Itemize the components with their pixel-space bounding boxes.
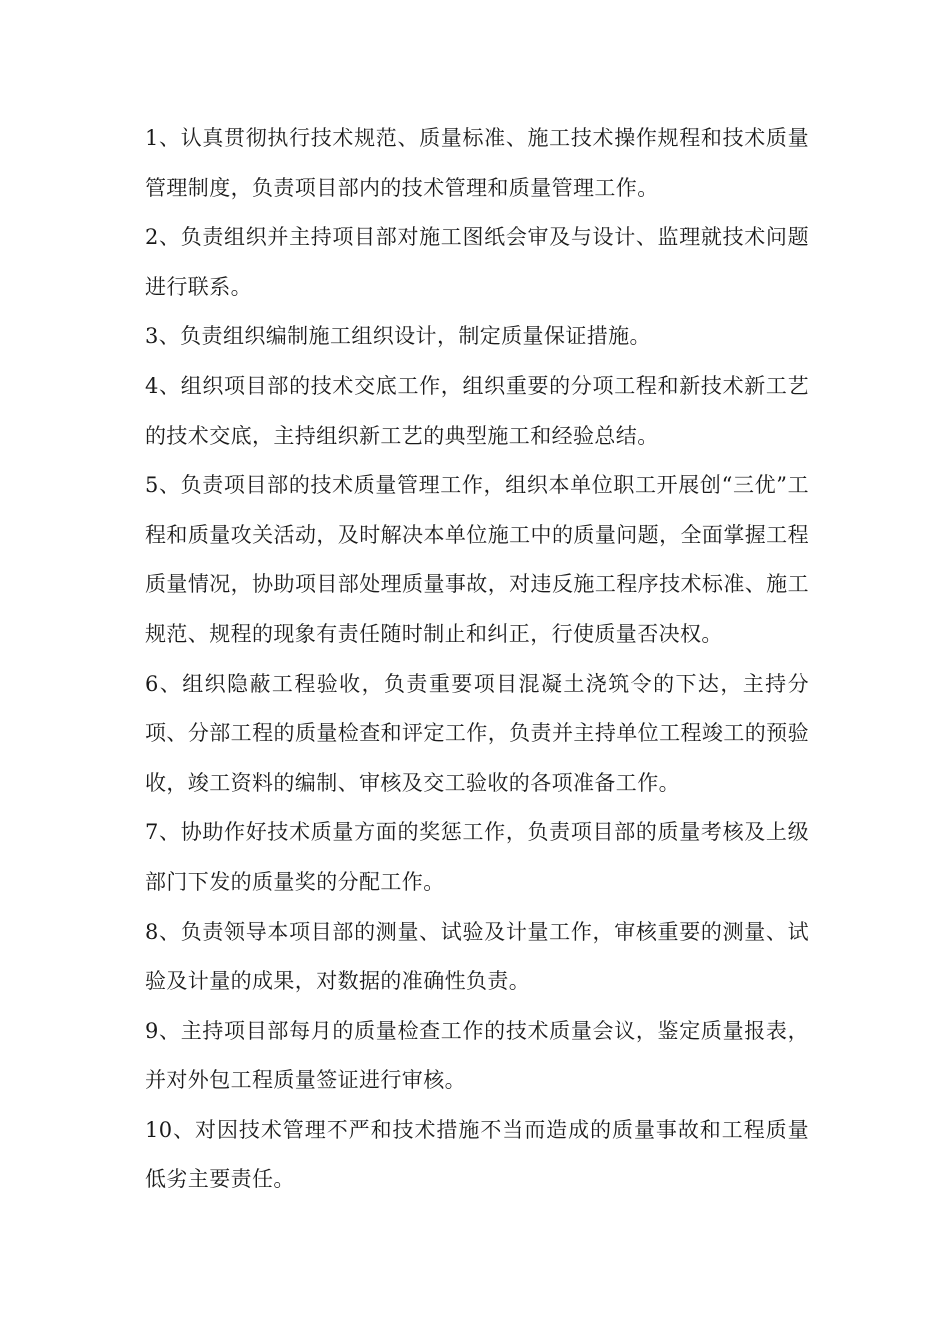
- paragraph-4: 4、组织项目部的技术交底工作，组织重要的分项工程和新技术新工艺的技术交底，主持组织新工艺的典型施工和经验总结。: [145, 373, 809, 448]
- paragraph-3: 3、负责组织编制施工组织设计，制定质量保证措施。: [145, 324, 651, 349]
- paragraph-5: 5、负责项目部的技术质量管理工作，组织本单位职工开展创“三优”工程和质量攻关活动，及时解决本单位施工中的质量问题，全面掌握工程质量情况，协助项目部处理质量事故，对违反施工程序技术标准、施工规范、规程的现象有责任随时制止和纠正，行使质量否决权。: [145, 473, 809, 646]
- paragraph-2: 2、负责组织并主持项目部对施工图纸会审及与设计、监理就技术问题进行联系。: [145, 225, 809, 299]
- paragraph-9: 9、主持项目部每月的质量检查工作的技术质量会议，鉴定质量报表，并对外包工程质量签证进行审核。: [145, 1018, 809, 1093]
- paragraph-8: 8、负责领导本项目部的测量、试验及计量工作，审核重要的测量、试验及计量的成果，对数据的准确性负责。: [145, 919, 809, 994]
- paragraph-10: 10、对因技术管理不严和技术措施不当而造成的质量事故和工程质量低劣主要责任。: [145, 1117, 809, 1192]
- paragraph-7: 7、协助作好技术质量方面的奖惩工作，负责项目部的质量考核及上级部门下发的质量奖的分配工作。: [145, 820, 809, 894]
- paragraph-1: 1、认真贯彻执行技术规范、质量标准、施工技术操作规程和技术质量管理制度，负责项目部内的技术管理和质量管理工作。: [145, 126, 809, 200]
- document-body: [145, 114, 809, 1205]
- paragraph-6: 6、组织隐蔽工程验收，负责重要项目混凝土浇筑令的下达，主持分项、分部工程的质量检查和评定工作，负责并主持单位工程竣工的预验收，竣工资料的编制、审核及交工验收的各项准备工作。: [145, 671, 809, 795]
